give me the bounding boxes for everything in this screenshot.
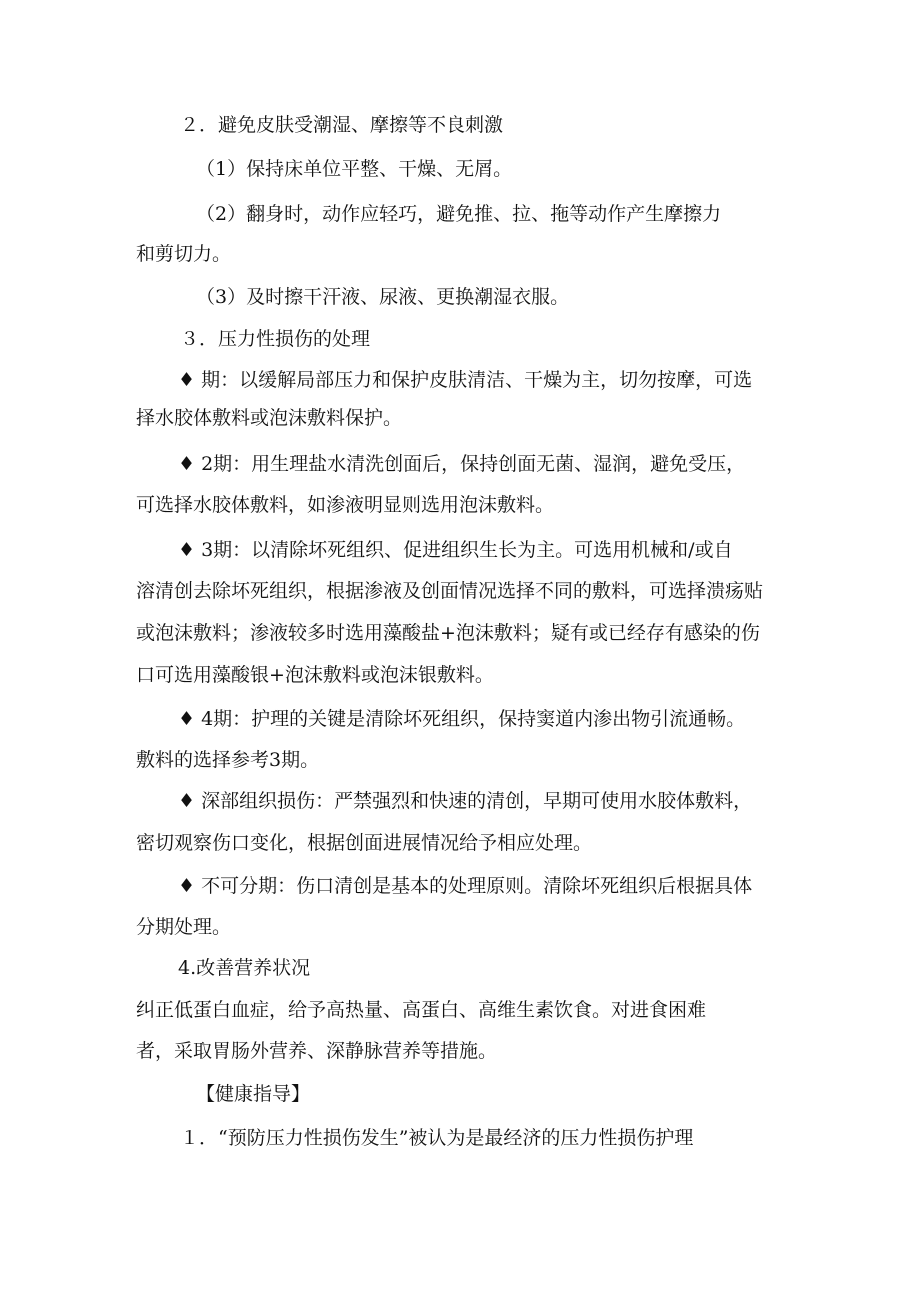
bullet-item: ♦ 2期：用生理盐水清洗创面后，保持创面无菌、湿润，避免受压， — [178, 453, 746, 475]
paragraph-line: 可选择水胶体敷料，如渗液明显则选用泡沫敷料。 — [136, 494, 555, 516]
paragraph-line: 溶清创去除坏死组织，根据渗液及创面情况选择不同的敷料，可选择溃疡贴 — [136, 580, 764, 602]
bullet-item: ♦ 3期：以清除坏死组织、促进组织生长为主。可选用机械和/或自 — [178, 539, 733, 561]
paragraph-line: 和剪切力。 — [136, 243, 232, 265]
paragraph-line: 者，采取胃肠外营养、深静脉营养等措施。 — [136, 1040, 498, 1062]
section-heading-4: 4.改善营养状况 — [178, 957, 311, 979]
bullet-item: ♦ 不可分期：伤口清创是基本的处理原则。清除坏死组织后根据具体 — [178, 875, 753, 897]
section-heading-health-guidance: 【健康指导】 — [196, 1083, 311, 1105]
paragraph-line: 分期处理。 — [136, 916, 232, 938]
bullet-item: ♦ 4期：护理的关键是清除坏死组织，保持窦道内渗出物引流通畅。 — [178, 708, 746, 730]
section-heading-2: ２．避免皮肤受潮湿、摩擦等不良刺激 — [180, 114, 504, 136]
list-item: （1）保持床单位平整、干燥、无屑。 — [196, 158, 513, 180]
paragraph-line: １．“预防压力性损伤发生”被认为是最经济的压力性损伤护理 — [180, 1127, 694, 1149]
list-item: （3）及时擦干汗液、尿液、更换潮湿衣服。 — [196, 286, 570, 308]
paragraph-line: 择水胶体敷料或泡沫敷料保护。 — [136, 407, 403, 429]
paragraph-line: 或泡沫敷料；渗液较多时选用藻酸盐+泡沫敷料；疑有或已经存有感染的伤 — [136, 622, 760, 644]
paragraph-line: 口可选用藻酸银+泡沫敷料或泡沫银敷料。 — [136, 664, 494, 686]
paragraph-line: 纠正低蛋白血症，给予高热量、高蛋白、高维生素饮食。对进食困难 — [136, 999, 707, 1021]
bullet-item: ♦ 期：以缓解局部压力和保护皮肤清洁、干燥为主，切勿按摩，可选 — [178, 369, 753, 391]
list-item: （2）翻身时，动作应轻巧，避免推、拉、拖等动作产生摩擦力 — [196, 203, 722, 225]
section-heading-3: ３．压力性损伤的处理 — [180, 328, 371, 350]
bullet-item: ♦ 深部组织损伤：严禁强烈和快速的清创，早期可使用水胶体敷料， — [178, 790, 753, 812]
paragraph-line: 密切观察伤口变化，根据创面进展情况给予相应处理。 — [136, 832, 593, 854]
paragraph-line: 敷料的选择参考3期。 — [136, 749, 320, 771]
